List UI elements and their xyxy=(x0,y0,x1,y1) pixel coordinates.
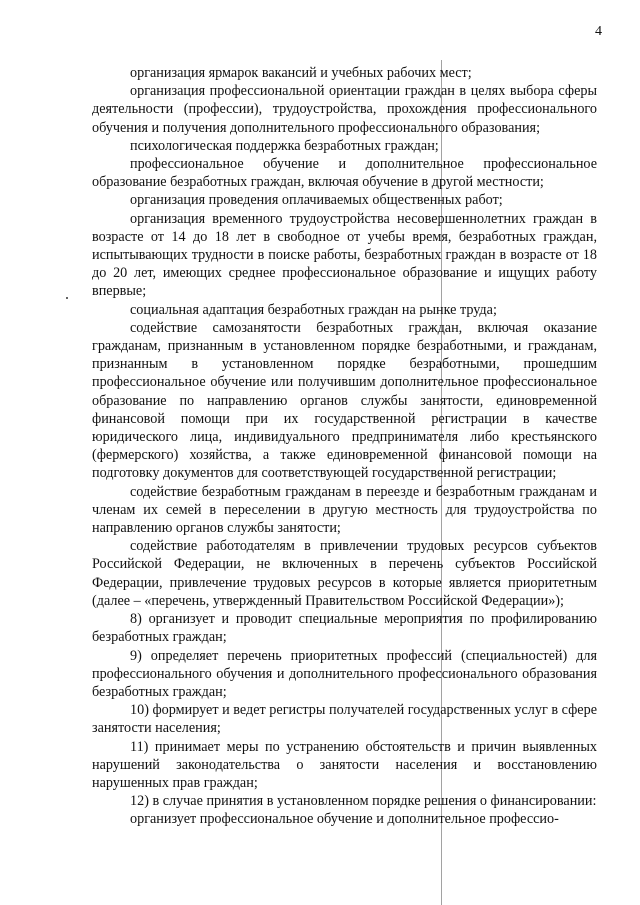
paragraph: организация профессиональной ориентации граждан в целях выбора сферы деятельности (профессии), трудоустройства, прохождения профессионального обучения и получения дополнительного профессионального образования; xyxy=(92,83,597,136)
scan-speck xyxy=(66,297,68,299)
paragraph: 9) определяет перечень приоритетных профессий (специальностей) для профессионального обучения и дополнительного профессионального образования безработных граждан; xyxy=(92,647,597,700)
paragraph: 8) организует и проводит специальные мероприятия по профилированию безработных граждан; xyxy=(92,611,597,646)
paragraph: 12) в случае принятия в установленном порядке решения о финансировании: xyxy=(130,793,597,810)
paragraph: содействие безработным гражданам в переезде и безработным гражданам и членам их семей в переселении в другую местность для трудоустройства по направлению органов службы занятости; xyxy=(92,483,597,537)
paragraph: организация временного трудоустройства несовершеннолетних граждан в возрасте от 14 до 18 лет в свободное от учебы время, безработных граждан, испытывающих трудности в поиске работы, безработных граждан в возрасте от 18 до 20 лет, имеющих среднее профессиональное образование и ищущих работу впервые; xyxy=(92,210,597,300)
paragraph: 11) принимает меры по устранению обстоятельств и причин выявленных нарушений законодательства о занятости населения и восстановлению нарушенных прав граждан; xyxy=(92,738,597,791)
paragraph: организация ярмарок вакансий и учебных рабочих мест; xyxy=(130,65,472,81)
paragraph: психологическая поддержка безработных граждан; xyxy=(130,137,439,154)
paragraph: профессиональное обучение и дополнительное профессиональное образование безработных граждан, включая обучение в другой местности; xyxy=(92,156,597,191)
paragraph: организация проведения оплачиваемых общественных работ; xyxy=(130,192,503,209)
paragraph: содействие работодателям в привлечении трудовых ресурсов субъектов Российской Федерации, не включенных в перечень субъектов Российской Федерации, привлечение трудовых ресурсов в которые является приоритетным (далее – «перечень, утвержденный Правительством Российской Федерации»); xyxy=(92,538,597,609)
paragraph: социальная адаптация безработных граждан на рынке труда; xyxy=(130,301,497,318)
paragraph: 10) формирует и ведет регистры получателей государственных услуг в сфере занятости населения; xyxy=(92,702,597,737)
paragraph: содействие самозанятости безработных граждан, включая оказание гражданам, признанным в установленном порядке безработными, и гражданам, признанным в установленном порядке безработными, прошедшим профессиональное обучение или получившим дополнительное профессиональное образование по направлению органов службы занятости, единовременной финансовой помощи при их государственной регистрации в качестве юридического лица, индивидуального предпринимателя либо крестьянского (фермерского) хозяйства, а также единовременной финансовой помощи на подготовку документов для соответствующей государственной регистрации; xyxy=(92,319,597,482)
document-body xyxy=(92,64,597,829)
page-number: 4 xyxy=(595,24,602,39)
paragraph: организует профессиональное обучение и дополнительное профессио- xyxy=(130,811,559,828)
